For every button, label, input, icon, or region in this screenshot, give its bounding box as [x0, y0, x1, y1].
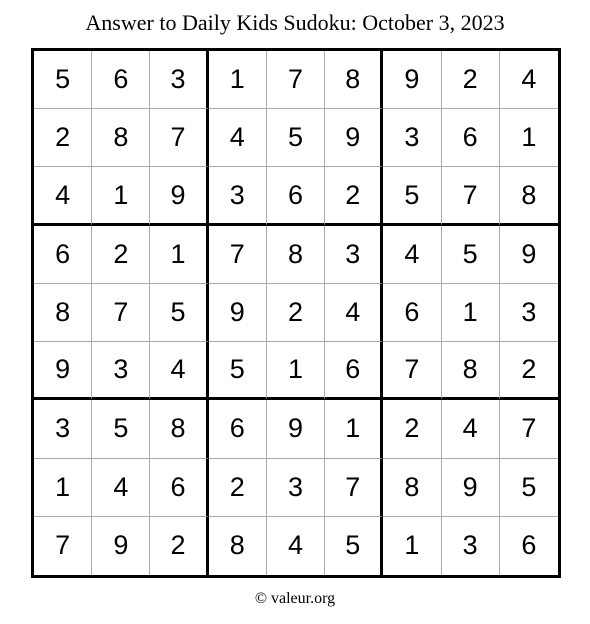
sudoku-cell: 6: [34, 226, 92, 284]
sudoku-cell: 9: [92, 517, 150, 575]
sudoku-cell: 3: [500, 284, 558, 342]
sudoku-cell: 3: [325, 226, 383, 284]
sudoku-cell: 3: [150, 51, 208, 109]
sudoku-cell: 8: [383, 459, 441, 517]
sudoku-cell: 3: [92, 342, 150, 400]
sudoku-cell: 5: [383, 167, 441, 225]
sudoku-cell: 2: [383, 400, 441, 458]
sudoku-cell: 4: [34, 167, 92, 225]
sudoku-cell: 1: [92, 167, 150, 225]
sudoku-cell: 9: [209, 284, 267, 342]
sudoku-cell: 8: [92, 109, 150, 167]
copyright-footer: © valeur.org: [254, 590, 336, 607]
sudoku-cell: 9: [34, 342, 92, 400]
sudoku-cell: 9: [325, 109, 383, 167]
sudoku-cell: 5: [442, 226, 500, 284]
sudoku-cell: 7: [267, 51, 325, 109]
sudoku-cell: 7: [92, 284, 150, 342]
sudoku-cell: 4: [383, 226, 441, 284]
sudoku-cell: 8: [209, 517, 267, 575]
sudoku-cell: 6: [325, 342, 383, 400]
sudoku-cell: 2: [500, 342, 558, 400]
sudoku-cell: 4: [209, 109, 267, 167]
sudoku-cell: 6: [209, 400, 267, 458]
sudoku-cell: 1: [267, 342, 325, 400]
sudoku-cell: 4: [442, 400, 500, 458]
sudoku-cell: 9: [442, 459, 500, 517]
sudoku-cell: 6: [150, 459, 208, 517]
sudoku-cell: 5: [209, 342, 267, 400]
sudoku-cell: 7: [442, 167, 500, 225]
sudoku-cell: 3: [267, 459, 325, 517]
sudoku-cell: 7: [500, 400, 558, 458]
sudoku-cell: 8: [34, 284, 92, 342]
sudoku-cell: 7: [325, 459, 383, 517]
sudoku-cell: 3: [34, 400, 92, 458]
sudoku-cell: 5: [150, 284, 208, 342]
sudoku-cell: 5: [34, 51, 92, 109]
sudoku-cell: 9: [267, 400, 325, 458]
sudoku-cell: 1: [150, 226, 208, 284]
sudoku-cell: 4: [267, 517, 325, 575]
sudoku-cell: 7: [209, 226, 267, 284]
sudoku-cell: 2: [325, 167, 383, 225]
sudoku-cell: 7: [383, 342, 441, 400]
sudoku-cell: 2: [442, 51, 500, 109]
sudoku-cell: 1: [500, 109, 558, 167]
sudoku-board: [31, 48, 561, 578]
sudoku-cell: 5: [500, 459, 558, 517]
page-title: Answer to Daily Kids Sudoku: October 3, 2023: [85, 10, 505, 35]
sudoku-cell: 1: [383, 517, 441, 575]
sudoku-cell: 8: [500, 167, 558, 225]
sudoku-cell: 6: [92, 51, 150, 109]
sudoku-cell: 3: [383, 109, 441, 167]
sudoku-cell: 4: [325, 284, 383, 342]
sudoku-cell: 5: [92, 400, 150, 458]
sudoku-cell: 2: [209, 459, 267, 517]
sudoku-cell: 7: [34, 517, 92, 575]
sudoku-cell: 5: [267, 109, 325, 167]
sudoku-cell: 8: [325, 51, 383, 109]
sudoku-cell: 2: [34, 109, 92, 167]
sudoku-cell: 6: [442, 109, 500, 167]
sudoku-cell: 1: [442, 284, 500, 342]
sudoku-cell: 8: [442, 342, 500, 400]
sudoku-cell: 2: [92, 226, 150, 284]
sudoku-cell: 6: [521, 530, 537, 561]
sudoku-cell: 3: [442, 517, 500, 575]
sudoku-cell: 8: [267, 226, 325, 284]
sudoku-cell: 6: [383, 284, 441, 342]
sudoku-cell: 8: [150, 400, 208, 458]
sudoku-cell: 6: [267, 167, 325, 225]
sudoku-cell: 5: [325, 517, 383, 575]
sudoku-cell: 3: [209, 167, 267, 225]
sudoku-cell: 2: [267, 284, 325, 342]
sudoku-cell: 9: [150, 167, 208, 225]
sudoku-cell: 2: [150, 517, 208, 575]
sudoku-cell: 1: [34, 459, 92, 517]
sudoku-cell: 9: [500, 226, 558, 284]
sudoku-cell: 4: [92, 459, 150, 517]
sudoku-cell: 4: [150, 342, 208, 400]
sudoku-cell: 1: [209, 51, 267, 109]
sudoku-cell: 4: [500, 51, 558, 109]
sudoku-cell: 1: [325, 400, 383, 458]
sudoku-cell: 7: [150, 109, 208, 167]
sudoku-cell: 9: [383, 51, 441, 109]
